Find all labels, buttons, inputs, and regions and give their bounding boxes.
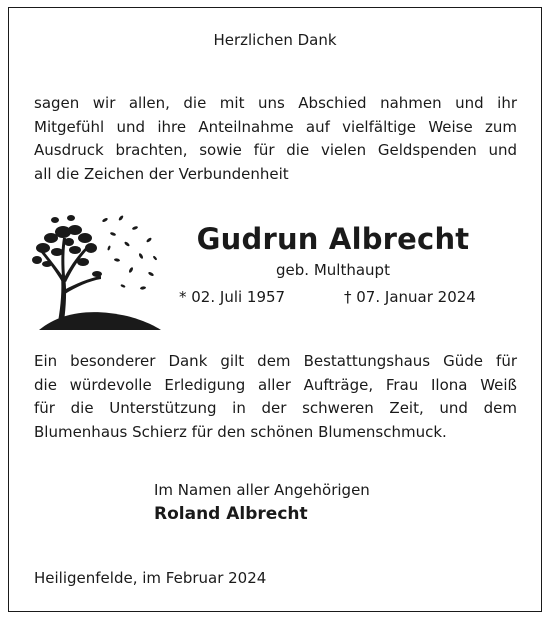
death-date: † 07. Januar 2024: [344, 288, 476, 306]
intro-line: all die Zeichen der Verbundenheit: [34, 164, 289, 183]
signature-intro: Im Namen aller Angehörigen: [154, 481, 370, 499]
maiden-name: geb. Multhaupt: [276, 261, 390, 279]
thanks-line: Blumenhaus Schierz für den schönen Blumenschmuck.: [34, 422, 447, 441]
intro-line: Mitgefühl und ihre Anteilnahme auf vielfältige Weise zum: [34, 117, 517, 136]
signature-name: Roland Albrecht: [154, 504, 308, 524]
obituary-notice: [8, 7, 542, 612]
heading: Herzlichen Dank: [213, 31, 337, 49]
intro-line: Ausdruck brachten, sowie für die vielen Geldspenden und: [34, 141, 517, 159]
thanks-paragraph: [34, 350, 517, 444]
thanks-line: für die Unterstützung in der schweren Zeit, und dem: [34, 399, 517, 417]
thanks-line: die würdevolle Erledigung aller Aufträge, Frau Ilona Weiß: [34, 375, 517, 394]
tree-leaves-icon: [31, 204, 161, 332]
birth-date: * 02. Juli 1957: [179, 288, 286, 306]
intro-paragraph: [34, 92, 517, 186]
intro-line: sagen wir allen, die mit uns Abschied nahmen und ihr: [34, 94, 517, 112]
deceased-name: Gudrun Albrecht: [196, 222, 470, 256]
thanks-line: Ein besonderer Dank gilt dem Bestattungshaus Güde für: [34, 352, 517, 370]
place-and-date: Heiligenfelde, im Februar 2024: [34, 569, 267, 587]
